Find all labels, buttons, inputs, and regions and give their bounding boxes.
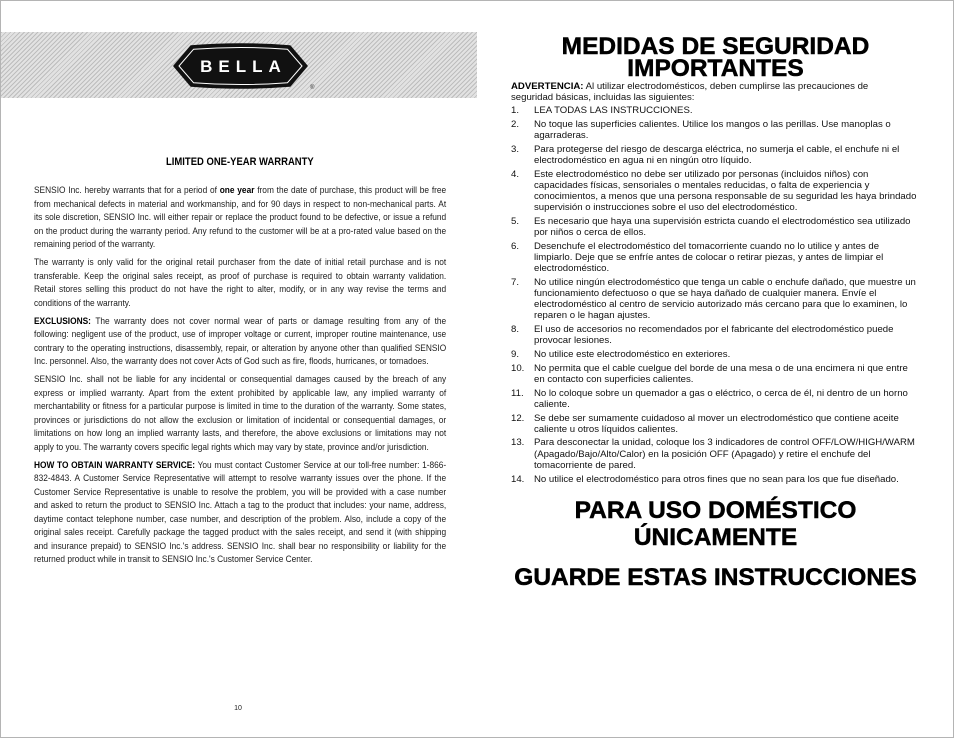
safety-list: [511, 105, 921, 487]
exclusions-label: EXCLUSIONS:: [34, 315, 91, 327]
item-text: Este electrodoméstico no debe ser utilizado por personas (incluidos niños) con capacidades físicas, sensoriales o mentales reducidas, o falta de experiencia y conocimientos, a menos que una persona responsable de su seguridad les haya brindado supervisión o instrucciones sobre el uso del electrodoméstico.: [534, 168, 917, 214]
coverage-text-cont: from the date of purchase, this product will be free from mechanical defects in material and workmanship, and for 90 days in respect to non-mechanical parts. At its sole discretion, SENSIO Inc. will either repair or replace the product found to be defective, or issue a refund on the product during the warranty period. Any refund to the customer will be at a pro-rated value based on the remaining period of the warranty.: [34, 185, 447, 250]
item-number: 4.: [511, 168, 520, 180]
item-text: No lo coloque sobre un quemador a gas o eléctrico, o cerca de él, ni dentro de un horno caliente.: [534, 387, 908, 410]
safety-title-line-2: IMPORTANTES: [627, 55, 804, 82]
item-text: LEA TODAS LAS INSTRUCCIONES.: [534, 105, 693, 116]
warning-label: ADVERTENCIA:: [511, 81, 584, 92]
safety-item: [511, 363, 921, 385]
warranty-title: [34, 156, 446, 169]
safety-item: [511, 241, 921, 275]
item-number: 5.: [511, 215, 520, 227]
page-number: 10: [234, 705, 242, 712]
item-text: Es necesario que haya una supervisión estricta cuando el electrodoméstico sea utilizado por niños o cerca de ellos.: [534, 215, 911, 239]
household-use-line-1: PARA USO DOMÉSTICO: [574, 497, 857, 524]
item-number: 6.: [511, 240, 520, 252]
service-text: You must contact Customer Service at our toll-free number: 1-866-832-4843. A Customer Service Representative will attempt to resolve warranty issues over the phone. If the Customer Service Representative is unable to resolve the problem, you will be provided with a case number and asked to return the product to SENSIO Inc. Attach a tag to the product that includes: your name, address, daytime contact telephone number, case number, and description of the problem. Also, include a copy of the original sales receipt. Carefully package the tagged product with the sales receipt, and send it (with shipping and insurance prepaid) to SENSIO Inc.'s address. SENSIO Inc. shall bear no responsibility or liability for the returned product while in transit to SENSIO Inc.'s Customer Service Center.: [34, 459, 447, 565]
item-text: Se debe ser sumamente cuidadoso al mover un electrodoméstico que contiene aceite caliente u otros líquidos calientes.: [534, 412, 899, 435]
safety-item: [511, 388, 921, 410]
item-text: No toque las superficies calientes. Utilice los mangos o las perillas. Use manoplas o agarraderas.: [534, 118, 891, 141]
item-number: 2.: [511, 118, 520, 130]
coverage-text: SENSIO Inc. hereby warrants that for a period of: [34, 185, 220, 196]
warranty-paragraph-liability: SENSIO Inc. shall not be liable for any incidental or consequential damages caused by the breach of any express or implied warranty. Apart from the extent prohibited by applicable law, any implied warranty of merchantability or fitness for a particular purpose is limited in time to the duration of the warranty. Some states, provinces or jurisdictions do not allow the exclusion or limitation of incidental or consequential damages, or limitations on how long an implied warranty lasts, and therefore, the above exclusions or limitations may not apply to you. The warranty covers specific legal rights which may vary by state, province and/or jurisdiction.: [34, 374, 447, 453]
warranty-paragraph-service: [34, 459, 446, 567]
safety-item: [511, 437, 921, 471]
item-text: No permita que el cable cuelgue del borde de una mesa o de una encimera ni que entre en contacto con superficies calientes.: [534, 362, 908, 385]
item-number: 14.: [511, 473, 525, 485]
safety-item: [511, 144, 921, 166]
warranty-title-text: LIMITED ONE-YEAR WARRANTY: [166, 156, 314, 168]
item-number: 7.: [511, 276, 520, 288]
warranty-body: [34, 184, 446, 571]
item-number: 10.: [511, 362, 525, 374]
item-number: 3.: [511, 143, 520, 155]
household-use-line-2: ÚNICAMENTE: [633, 524, 798, 551]
safety-item: [511, 349, 921, 360]
item-text: No utilice ningún electrodoméstico que tenga un cable o enchufe dañado, que muestre un funcionamiento defectuoso o que se haya dañado de cualquier manera. Envíe el electrodoméstico al centro de servicio autorizado más cercano para que lo examinen, lo reparen o le hagan ajustes.: [534, 276, 916, 322]
warranty-paragraph-exclusions: [34, 315, 446, 369]
coverage-term: one year: [219, 185, 255, 196]
item-text: No utilice este electrodoméstico en exteriores.: [534, 349, 731, 361]
safety-item: [511, 169, 921, 214]
exclusions-text: The warranty does not cover normal wear of parts or damage resulting from any of the following: negligent use of the product, use of improper voltage or current, improper routine maintenance, use contrary to the operating instructions, disassembly, repair, or alteration by anyone other than qualified SENSIO Inc. personnel. Also, the warranty does not cover Acts of God such as fire, floods, hurricanes, or tornadoes.: [34, 315, 447, 367]
item-text: Para desconectar la unidad, coloque los 3 indicadores de control OFF/LOW/HIGH/​WARM (Apagado/Bajo/Alto/Calor) en la posición OFF (Apagado) y retire el enchufe del tomacorriente de pared.: [534, 437, 915, 471]
service-label: HOW TO OBTAIN WARRANTY SERVICE:: [34, 459, 196, 471]
safety-title: [478, 33, 953, 82]
item-number: 9.: [511, 349, 520, 361]
bella-logo: [169, 40, 319, 92]
item-number: 13.: [511, 437, 525, 449]
logo-wordmark: BELLA: [200, 57, 287, 76]
warranty-paragraph-coverage: [34, 184, 446, 252]
safety-item: [511, 413, 921, 435]
registered-mark: ®: [310, 85, 315, 91]
item-number: 11.: [511, 387, 524, 399]
household-use-heading: [478, 497, 953, 551]
warranty-paragraph-validity: The warranty is only valid for the original retail purchaser from the date of initial retail purchase and is not transferable. Keep the original sales receipt, as proof of purchase is required to obtain warranty validation. Retail stores selling this product do not have the right to alter, modify, or in any way revise the terms and conditions of the warranty.: [34, 257, 447, 309]
safety-item: [511, 324, 921, 346]
item-text: Desenchufe el electrodoméstico del tomacorriente cuando no lo utilice y antes de limpiarlo. Deje que se enfríe antes de colocar o retirar piezas, y antes de limpiar el electrodoméstico.: [534, 240, 884, 275]
item-text: Para protegerse del riesgo de descarga eléctrica, no sumerja el cable, el enchufe ni el electrodoméstico en agua ni en ningún otro líquido.: [534, 143, 900, 166]
item-number: 8.: [511, 324, 520, 336]
warning-paragraph: [511, 81, 906, 103]
item-number: 12.: [511, 412, 525, 424]
warning-text: Al utilizar electrodomésticos, deben cumplirse las precauciones de seguridad básicas, incluidas las siguientes:: [511, 81, 869, 104]
safety-title-line-1: MEDIDAS DE SEGURIDAD: [561, 33, 870, 60]
item-text: No utilice el electrodoméstico para otros fines que no sean para los que fue diseñado.: [534, 473, 899, 485]
item-number: 1.: [511, 105, 520, 116]
item-text: El uso de accesorios no recomendados por el fabricante del electrodoméstico puede provocar lesiones.: [534, 324, 894, 347]
safety-item: [511, 474, 921, 485]
right-page: [478, 1, 953, 737]
save-instructions-heading: GUARDE ESTAS INSTRUCCIONES: [514, 564, 917, 591]
safety-item: [511, 216, 921, 238]
left-page: [1, 1, 478, 737]
safety-item: [511, 105, 921, 116]
safety-item: [511, 277, 921, 322]
safety-item: [511, 119, 921, 141]
